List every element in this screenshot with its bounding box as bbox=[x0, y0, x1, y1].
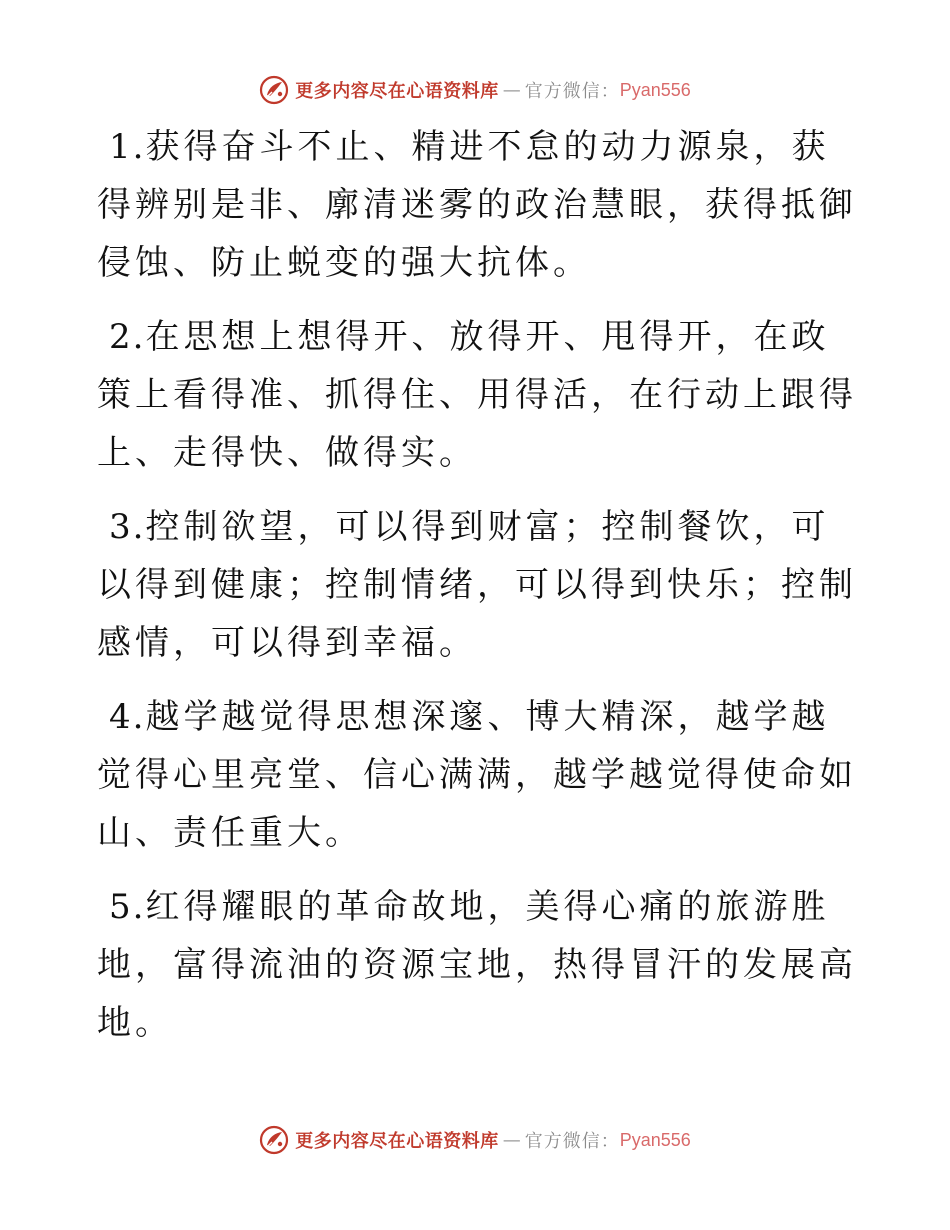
watermark-contact-id: Pyan556 bbox=[619, 1129, 691, 1150]
watermark-main-text: 更多内容尽在心语资料库 bbox=[295, 1131, 499, 1152]
header-watermark bbox=[0, 72, 950, 108]
item-number: 5. bbox=[109, 887, 146, 927]
item-text: 红得耀眼的革命故地，美得心痛的旅游胜地，富得流油的资源宝地，热得冒汗的发展高地。 bbox=[97, 887, 857, 1043]
footer-watermark bbox=[0, 1122, 950, 1158]
item-number: 4. bbox=[109, 697, 146, 737]
watermark-separator: — bbox=[502, 79, 521, 101]
brand-logo-icon bbox=[259, 75, 289, 105]
watermark-contact-label: 官方微信： bbox=[524, 1131, 620, 1152]
item-text: 在思想上想得开、放得开、甩得开，在政策上看得准、抓得住、用得活，在行动上跟得上、走得快、做得实。 bbox=[97, 317, 857, 473]
list-item bbox=[97, 118, 857, 292]
watermark-separator: — bbox=[502, 1129, 521, 1151]
document-body bbox=[97, 118, 857, 1068]
item-number: 1. bbox=[109, 127, 146, 167]
brand-logo-icon bbox=[259, 1125, 289, 1155]
item-text: 控制欲望，可以得到财富；控制餐饮，可以得到健康；控制情绪，可以得到快乐；控制感情，可以得到幸福。 bbox=[97, 507, 857, 663]
item-number: 3. bbox=[109, 507, 146, 547]
list-item bbox=[97, 308, 857, 482]
item-text: 获得奋斗不止、精进不怠的动力源泉，获得辨别是非、廓清迷雾的政治慧眼，获得抵御侵蚀、防止蜕变的强大抗体。 bbox=[97, 127, 857, 283]
watermark-main-text: 更多内容尽在心语资料库 bbox=[295, 81, 499, 102]
list-item bbox=[97, 878, 857, 1052]
list-item bbox=[97, 498, 857, 672]
watermark-contact-id: Pyan556 bbox=[619, 79, 691, 100]
item-number: 2. bbox=[109, 317, 146, 357]
watermark-contact-label: 官方微信： bbox=[524, 81, 620, 102]
item-text: 越学越觉得思想深邃、博大精深，越学越觉得心里亮堂、信心满满，越学越觉得使命如山、责任重大。 bbox=[97, 697, 857, 853]
list-item bbox=[97, 688, 857, 862]
